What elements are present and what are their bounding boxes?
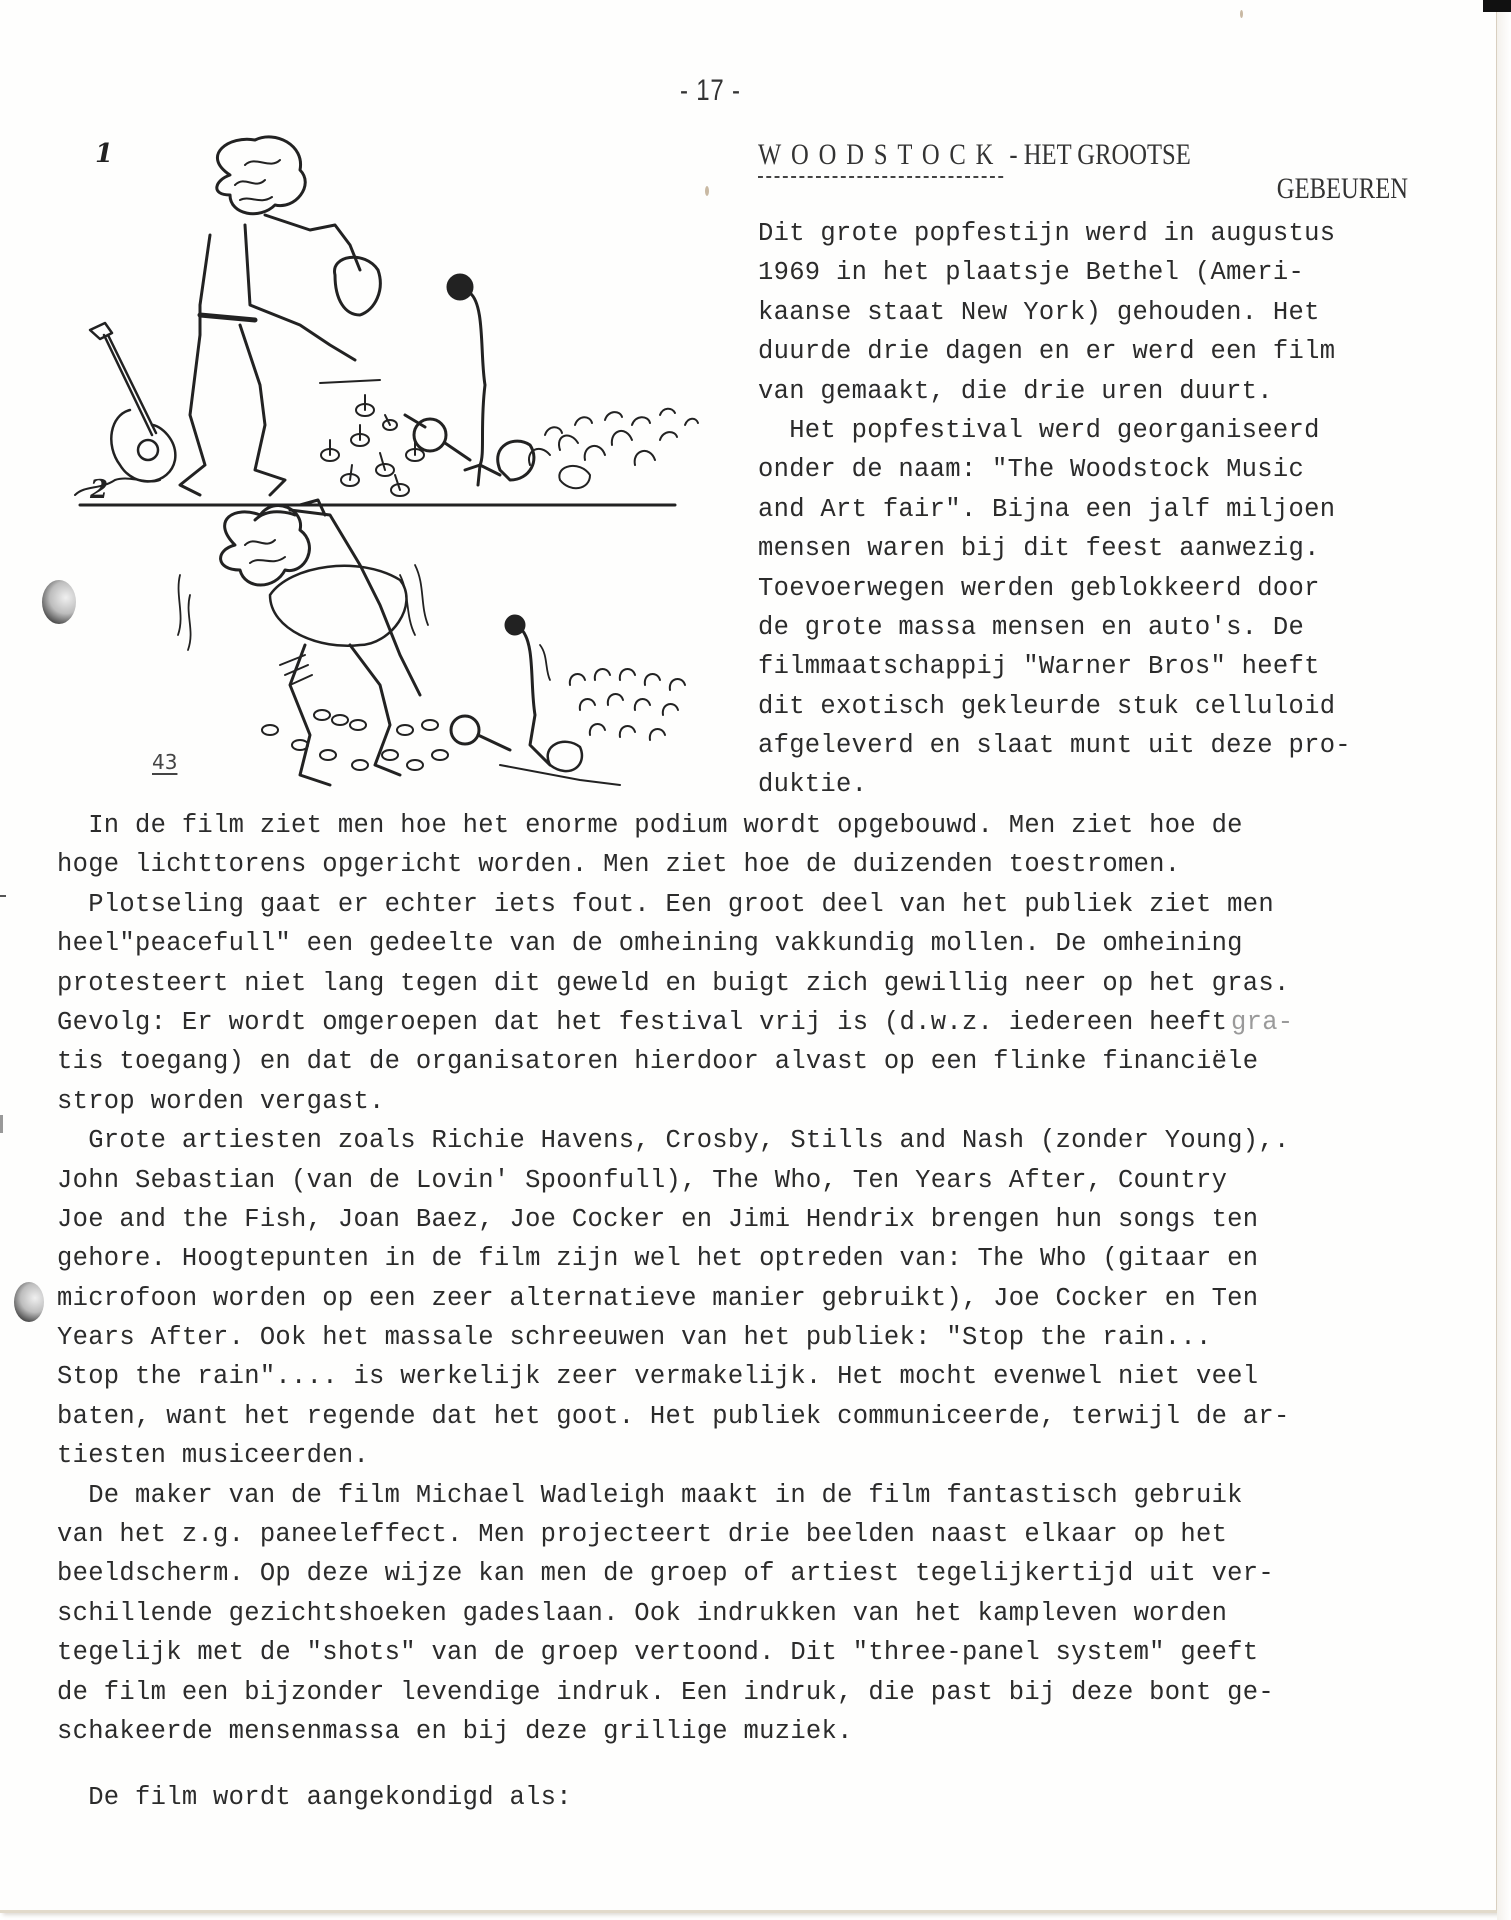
body-line: beeldscherm. Op deze wijze kan men de groep of artiest tegelijkertijd uit ver- (57, 1559, 1274, 1589)
intro-line: and Art fair". Bijna een jalf miljoen (758, 494, 1336, 524)
closing-line: De film wordt aangekondigd als: (57, 1783, 572, 1812)
intro-column (758, 214, 1351, 805)
title-subtitle: - HET GROOTSE (1009, 138, 1191, 171)
artist-signature: 43 (152, 750, 178, 774)
microphone-stand-icon (405, 275, 500, 485)
intro-line: kaanse staat New York) gehouden. Het (758, 297, 1320, 327)
guitar-icon (90, 323, 175, 481)
body-text (57, 806, 1294, 1751)
intro-line: mensen waren bij dit feest aanwezig. (758, 534, 1320, 564)
faint-hyphenation: gra- (1231, 1008, 1294, 1037)
title-woodstock: WOODSTOCK (758, 138, 1004, 171)
intro-line: afgeleverd en slaat munt uit deze pro- (758, 731, 1351, 761)
body-line: schillende gezichtshoeken gadeslaan. Ook indrukken van het kampleven worden (57, 1598, 1228, 1628)
crowd-drawing (498, 409, 698, 488)
body-line: microfoon worden op een zeer alternatieve manier gebruikt), Joe Cocker en Ten (57, 1283, 1259, 1313)
intro-line: onder de naam: "The Woodstock Music (758, 455, 1305, 485)
intro-line: 1969 in het plaatsje Bethel (Ameri- (758, 258, 1305, 288)
body-line: Years After. Ook het massale schreeuwen van het publiek: "Stop the rain... (57, 1323, 1212, 1353)
scattered-objects (320, 380, 424, 496)
intro-line: duktie. (758, 770, 868, 800)
body-line: strop worden vergast. (57, 1086, 385, 1116)
body-line: Joe and the Fish, Joan Baez, Joe Cocker en Jimi Hendrix brengen hun songs ten (57, 1204, 1259, 1234)
body-line: tegelijk met de "shots" van de groep vertoond. Dit "three-panel system" geeft (57, 1638, 1259, 1668)
intro-line: filmmaatschappij "Warner Bros" heeft (758, 652, 1320, 682)
paper-speck (1240, 10, 1243, 18)
body-line: baten, want het regende dat het goot. Het publiek communiceerde, terwijl de ar- (57, 1401, 1290, 1431)
body-line: Gevolg: Er wordt omgeroepen dat het festival vrij is (d.w.z. iedereen heeft (57, 1007, 1228, 1037)
body-line: van het z.g. paneeleffect. Men projecteert drie beelden naast elkaar op het (57, 1520, 1228, 1550)
punch-hole (14, 1282, 44, 1322)
crowd-drawing-2 (500, 669, 685, 785)
panel-1-drawing (75, 137, 698, 505)
page-number: - 17 - (680, 74, 741, 107)
body-line: heel"peacefull" een gedeelte van de omheining vakkundig mollen. De omheining (57, 929, 1243, 959)
microphone-icon (451, 616, 550, 765)
page-edge (1497, 0, 1511, 1920)
scattered-objects-2 (262, 710, 448, 770)
body-line: hoge lichttorens opgericht worden. Men ziet hoe de duizenden toestromen. (57, 850, 1181, 880)
body-line: tiesten musiceerden. (57, 1441, 370, 1471)
body-line: In de film ziet men hoe het enorme podium wordt opgebouwd. Men ziet hoe de (57, 811, 1243, 840)
woodstock-drawings (60, 125, 720, 795)
intro-line: dit exotisch gekleurde stuk celluloid (758, 691, 1336, 721)
body-line: Stop the rain".... is werkelijk zeer vermakelijk. Het mocht evenwel niet veel (57, 1362, 1259, 1392)
body-line: John Sebastian (van de Lovin' Spoonfull), The Who, Ten Years After, Country (57, 1165, 1228, 1195)
panel-1-label: 1 (95, 139, 114, 169)
body-line: schakeerde mensenmassa en bij deze grillige muziek. (57, 1716, 853, 1746)
title-line-1 (758, 138, 1291, 172)
intro-line: Dit grote popfestijn werd in augustus (758, 219, 1336, 248)
body-line: gehore. Hoogtepunten in de film zijn wel het optreden van: The Who (gitaar en (57, 1244, 1259, 1274)
intro-line: Het popfestival werd georganiseerd (758, 415, 1320, 445)
body-line: protesteert niet lang tegen dit geweld en buigt zich gewillig neer op het gras. (57, 968, 1290, 998)
intro-line: de grote massa mensen en auto's. De (758, 612, 1305, 642)
punch-hole (42, 580, 76, 624)
article-title (758, 138, 1408, 205)
intro-line: van gemaakt, die drie uren duurt. (758, 376, 1273, 406)
panel-2-label: 2 (90, 475, 109, 505)
body-line: tis toegang) en dat de organisatoren hierdoor alvast op een flinke financiële (57, 1047, 1259, 1077)
title-line-2: GEBEUREN (1276, 172, 1408, 205)
intro-line: Toevoerwegen werden geblokkeerd door (758, 573, 1320, 603)
illustration-panels (60, 125, 720, 795)
body-line: Grote artiesten zoals Richie Havens, Crosby, Stills and Nash (zonder Young),. (57, 1126, 1290, 1156)
panel-2-drawing (178, 500, 685, 785)
body-line: de film een bijzonder levendige indruk. Een indruk, die past bij deze bont ge- (57, 1677, 1274, 1707)
margin-mark (0, 1115, 3, 1133)
intro-line: duurde drie dagen en er werd een film (758, 337, 1336, 367)
page-corner-shadow (1483, 0, 1511, 12)
body-line: De maker van de film Michael Wadleigh maakt in de film fantastisch gebruik (57, 1480, 1243, 1510)
body-line: Plotseling gaat er echter iets fout. Een groot deel van het publiek ziet men (57, 889, 1274, 919)
margin-mark (0, 895, 6, 897)
paper-speck (705, 186, 709, 196)
